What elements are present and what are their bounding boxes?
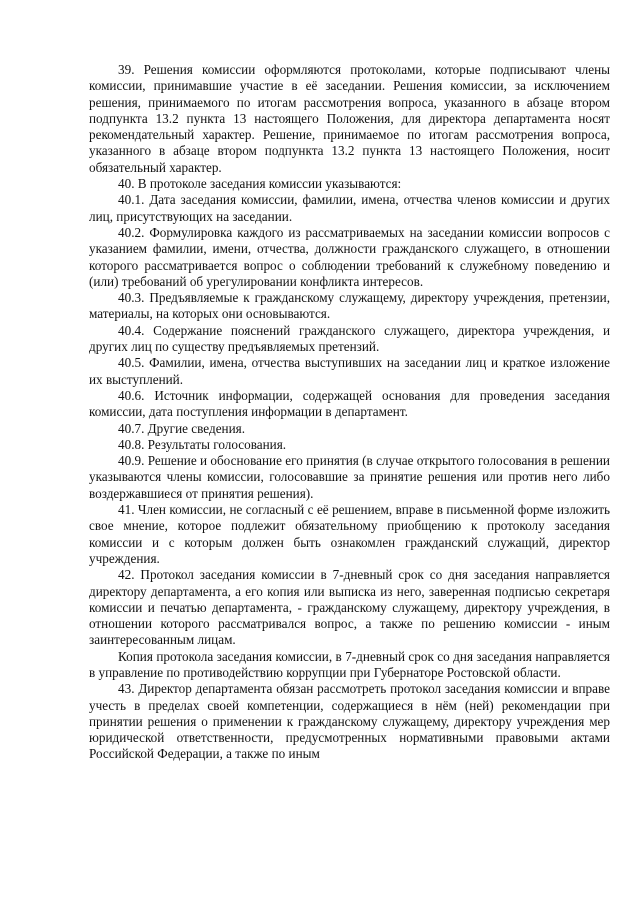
paragraph-40-7: 40.7. Другие сведения. [118, 420, 246, 436]
paragraph-42-copy: Копия протокола заседания комиссии, в 7-дневный срок со дня заседания направляется в управление по противодействию коррупции при Губернаторе Ростовской области. [89, 648, 610, 680]
paragraph-40-5: 40.5. Фамилии, имена, отчества выступивших на заседании лиц и краткое изложение их выступлений. [89, 355, 610, 387]
paragraph-41: 41. Член комиссии, не согласный с её решением, вправе в письменной форме изложить свое мнение, которое подлежит обязательному приобщению к протоколу заседания комиссии и с которым должен быть ознакомлен гражданский служащий, директор учреждения. [89, 502, 610, 566]
paragraph-40-2: 40.2. Формулировка каждого из рассматриваемых на заседании комиссии вопросов с указанием фамилии, имени, отчества, должности гражданского служащего, в отношении которого рассматривается вопрос о соблюдении требований к служебному поведению и (или) требований об урегулировании конфликта интересов. [89, 224, 610, 289]
paragraph-40-8: 40.8. Результаты голосования. [118, 436, 287, 452]
paragraph-42: 42. Протокол заседания комиссии в 7-дневный срок со дня заседания направляется директору департамента, а его копия или выписка из него, заверенная подписью секретаря комиссии и печатью департамента, - гражданскому служащему, директору учреждения, в отношении которого рассматривался вопрос, а также по решению комиссии - иным заинтересованным лицам. [89, 567, 610, 648]
paragraph-40-3: 40.3. Предъявляемые к гражданскому служащему, директору учреждения, претензии, материалы, на которых они основываются. [89, 290, 610, 322]
paragraph-40-6: 40.6. Источник информации, содержащей основания для проведения заседания комиссии, дата поступления информации в департамент. [89, 387, 610, 420]
paragraph-40: 40. В протоколе заседания комиссии указываются: [118, 176, 402, 192]
paragraph-43: 43. Директор департамента обязан рассмотреть протокол заседания комиссии и вправе учесть в пределах своей компетенции, содержащиеся в нём (ней) рекомендации при принятии решения о применении к гражданскому служащему, директору учреждения мер юридической ответственности, предусмотренных нормативными правовыми актами Российской Федерации, а также по иным [89, 681, 610, 762]
paragraph-39: 39. Решения комиссии оформляются протоколами, которые подписывают члены комиссии, принимавшие участие в её заседании. Решения комиссии, за исключением решения, принимаемого по итогам рассмотрения вопроса, указанного в абзаце втором подпункта 13.2 пункта 13 настоящего Положения, для директора департамента носят рекомендательный характер. Решение, принимаемое по итогам рассмотрения вопроса, указанного в абзаце втором подпункта 13.2 пункта 13 настоящего Положения, носит обязательный характер. [89, 62, 610, 175]
paragraph-40-9: 40.9. Решение и обоснование его принятия (в случае открытого голосования в решении указываются члены комиссии, голосовавшие за принятие решения или против него либо воздержавшиеся от принятия решения). [89, 453, 610, 501]
paragraph-40-1: 40.1. Дата заседания комиссии, фамилии, имена, отчества членов комиссии и других лиц, присутствующих на заседании. [89, 192, 610, 224]
paragraph-40-4: 40.4. Содержание пояснений гражданского служащего, директора учреждения, и других лиц по существу предъявляемых претензий. [89, 322, 610, 355]
